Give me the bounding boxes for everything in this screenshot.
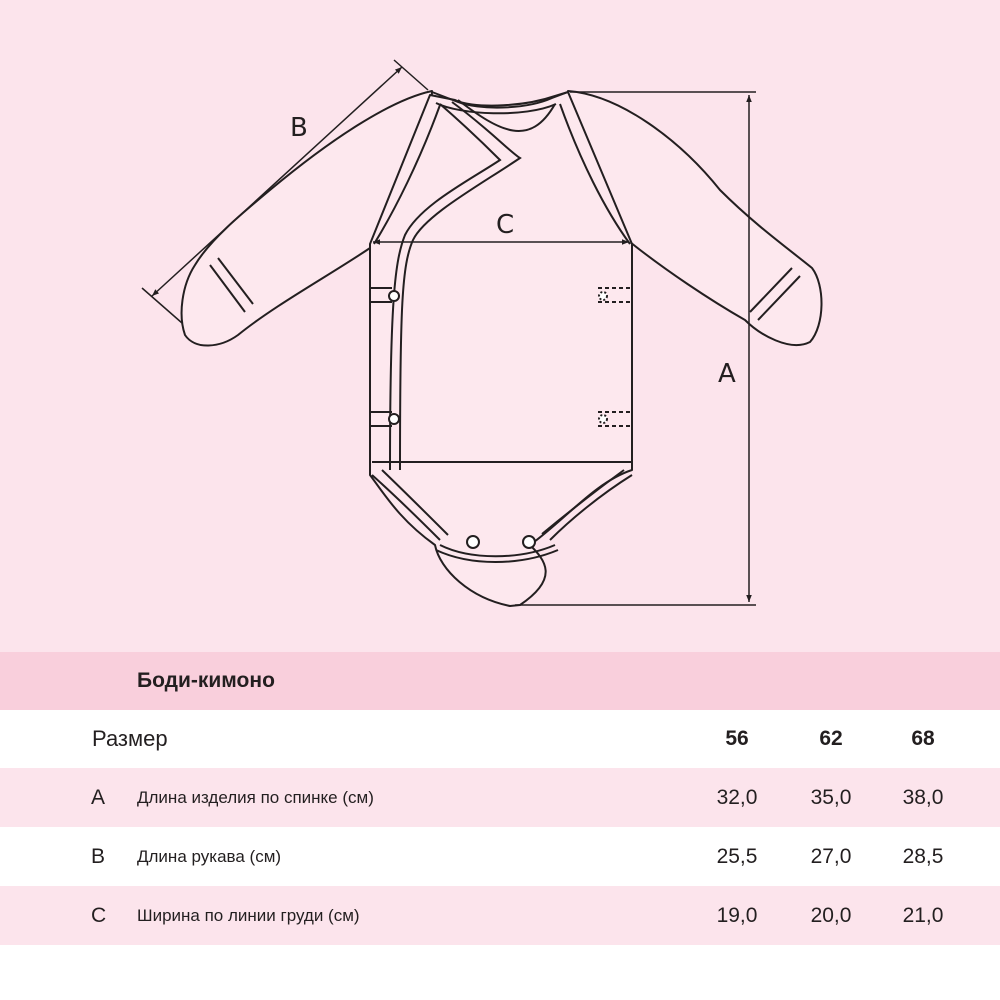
measurement-value: 28,5 <box>902 844 944 868</box>
snap-button <box>467 536 479 548</box>
size-column-header: 68 <box>911 727 935 750</box>
measurement-name: Длина изделия по спинке (см) <box>137 787 374 807</box>
snap-button <box>599 292 607 300</box>
measurement-value: 27,0 <box>810 844 852 868</box>
size-column-header: 62 <box>819 727 843 750</box>
measurement-letter: B <box>91 844 106 868</box>
measurement-letter: C <box>91 903 107 927</box>
snap-button <box>389 291 399 301</box>
size-label: Размер <box>92 726 168 751</box>
measurement-value: 35,0 <box>810 785 852 809</box>
measurement-value: 25,5 <box>716 844 758 868</box>
size-header-row <box>0 710 1000 768</box>
measurement-value: 32,0 <box>716 785 758 809</box>
measurement-value: 20,0 <box>810 903 852 927</box>
measurement-value: 38,0 <box>902 785 944 809</box>
dimension-b-label: B <box>290 113 308 143</box>
measurement-name: Длина рукава (см) <box>137 846 282 866</box>
snap-button <box>389 414 399 424</box>
table-row <box>0 768 1000 827</box>
measurement-letter: A <box>91 785 106 809</box>
snap-button <box>599 415 607 423</box>
measurement-value: 19,0 <box>716 903 758 927</box>
product-title: Боди-кимоно <box>137 669 275 692</box>
table-row <box>0 827 1000 886</box>
size-column-header: 56 <box>725 727 749 750</box>
table-row <box>0 886 1000 945</box>
size-table-title-row <box>0 652 1000 710</box>
dimension-a-label: A <box>718 359 736 389</box>
snap-button <box>523 536 535 548</box>
measurement-name: Ширина по линии груди (см) <box>137 905 360 925</box>
measurement-value: 21,0 <box>902 903 944 927</box>
dimension-c-label: C <box>496 210 515 240</box>
size-table <box>0 652 1000 945</box>
